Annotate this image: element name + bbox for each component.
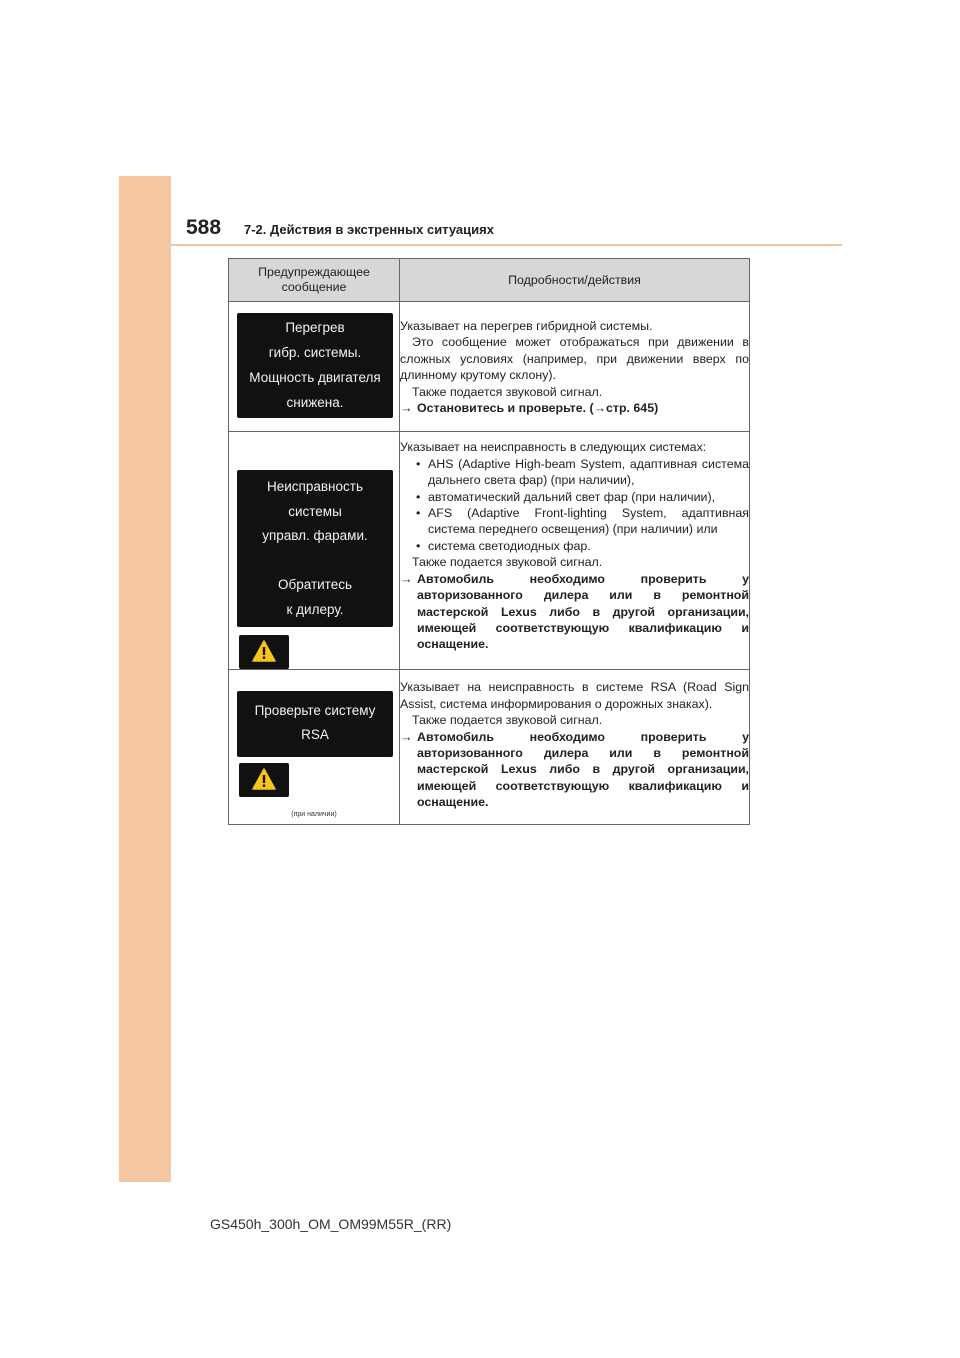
arrow-right-icon: → [400, 729, 413, 744]
document-code: GS450h_300h_OM_OM99M55R_(RR) [210, 1216, 452, 1232]
action-text: Автомобиль необходимо проверить у авторизованного дилера или в ремонтной мастерской Lexus либо в другой организации, имеющей соответствующую квалификацию и оснащение. [417, 571, 749, 652]
action-instruction [400, 400, 749, 416]
availability-note: (при наличии) [291, 811, 337, 819]
details-cell [400, 432, 750, 670]
warning-triangle-icon [252, 768, 276, 790]
action-instruction [400, 729, 749, 811]
description-paragraph: Это сообщение может отображаться при движении в сложных условиях (например, при движении вверх по длинному крутому склону). [400, 335, 749, 383]
warning-triangle-icon [252, 640, 276, 662]
details-cell [400, 302, 750, 432]
action-instruction [400, 571, 749, 653]
table-row [229, 670, 750, 824]
arrow-right-icon: → [400, 401, 413, 416]
display-line: Неисправность [267, 479, 363, 495]
sound-note: Также подается звуковой сигнал. [412, 384, 603, 399]
sound-note: Также подается звуковой сигнал. [412, 713, 603, 728]
sound-note: Также подается звуковой сигнал. [412, 555, 603, 570]
list-item-text: AFS (Adaptive Front-lighting System, адаптивная система переднего освещения) (при наличии) или [428, 506, 749, 537]
display-line: Перегрев [285, 320, 345, 335]
display-line: Мощность двигателя [249, 370, 381, 385]
display-line [237, 549, 393, 574]
message-cell [229, 432, 400, 670]
list-item-text: AHS (Adaptive High-beam System, адаптивная система дальнего света фар) (при наличии), [428, 456, 749, 488]
display-line: гибр. системы. [268, 345, 362, 360]
message-cell [229, 670, 400, 824]
table-header-row [229, 259, 750, 302]
description-intro: Указывает на перегрев гибридной системы. [400, 319, 653, 333]
description-intro: Указывает на неисправность в системе RSA (Road Sign Assist, система информирования о дорожных знаках). [400, 680, 749, 711]
table-row [229, 302, 750, 432]
description-intro: Указывает на неисправность в следующих системах: [400, 440, 707, 455]
table-row [229, 432, 750, 670]
arrow-right-icon: → [400, 571, 413, 586]
warning-message-table [228, 258, 750, 825]
warning-light [239, 635, 289, 669]
bullet-icon: • [416, 538, 421, 553]
display-line: Проверьте систему [254, 703, 376, 719]
list-item [400, 538, 749, 554]
bullet-icon: • [416, 456, 421, 471]
display-message-rsa [237, 691, 393, 757]
list-item-text: система светодиодных фар. [428, 538, 591, 553]
warning-light [239, 763, 289, 797]
section-title: 7-2. Действия в экстренных ситуациях [244, 222, 494, 237]
list-item-text: автоматический дальний свет фар (при наличии), [428, 489, 716, 504]
display-line: управл. фарами. [262, 528, 368, 544]
display-line: к дилеру. [286, 601, 344, 617]
bullet-icon: • [416, 489, 421, 504]
display-message-hybrid-overheat [237, 313, 393, 418]
bullet-icon: • [416, 506, 421, 521]
list-item [400, 505, 749, 538]
display-line: RSA [301, 727, 329, 743]
list-item [400, 456, 749, 489]
col-header-details: Подробности/действия [400, 259, 750, 302]
col-header-message: Предупреждающее сообщение [229, 259, 400, 302]
message-cell [229, 302, 400, 432]
header-rule [171, 244, 842, 246]
action-text: Автомобиль необходимо проверить у авторизованного дилера или в ремонтной мастерской Lexus либо в другой организации, имеющей соответствующую квалификацию и оснащение. [417, 729, 749, 810]
display-message-headlight-system [237, 470, 393, 627]
action-text: Остановитесь и проверьте. (→стр. 645) [417, 401, 659, 416]
display-line: системы [288, 503, 342, 519]
page-number: 588 [186, 216, 222, 239]
details-cell [400, 670, 750, 824]
side-color-band [119, 176, 171, 1182]
display-line: Обратитесь [278, 577, 352, 593]
display-line: снижена. [286, 395, 344, 410]
list-item [400, 489, 749, 505]
